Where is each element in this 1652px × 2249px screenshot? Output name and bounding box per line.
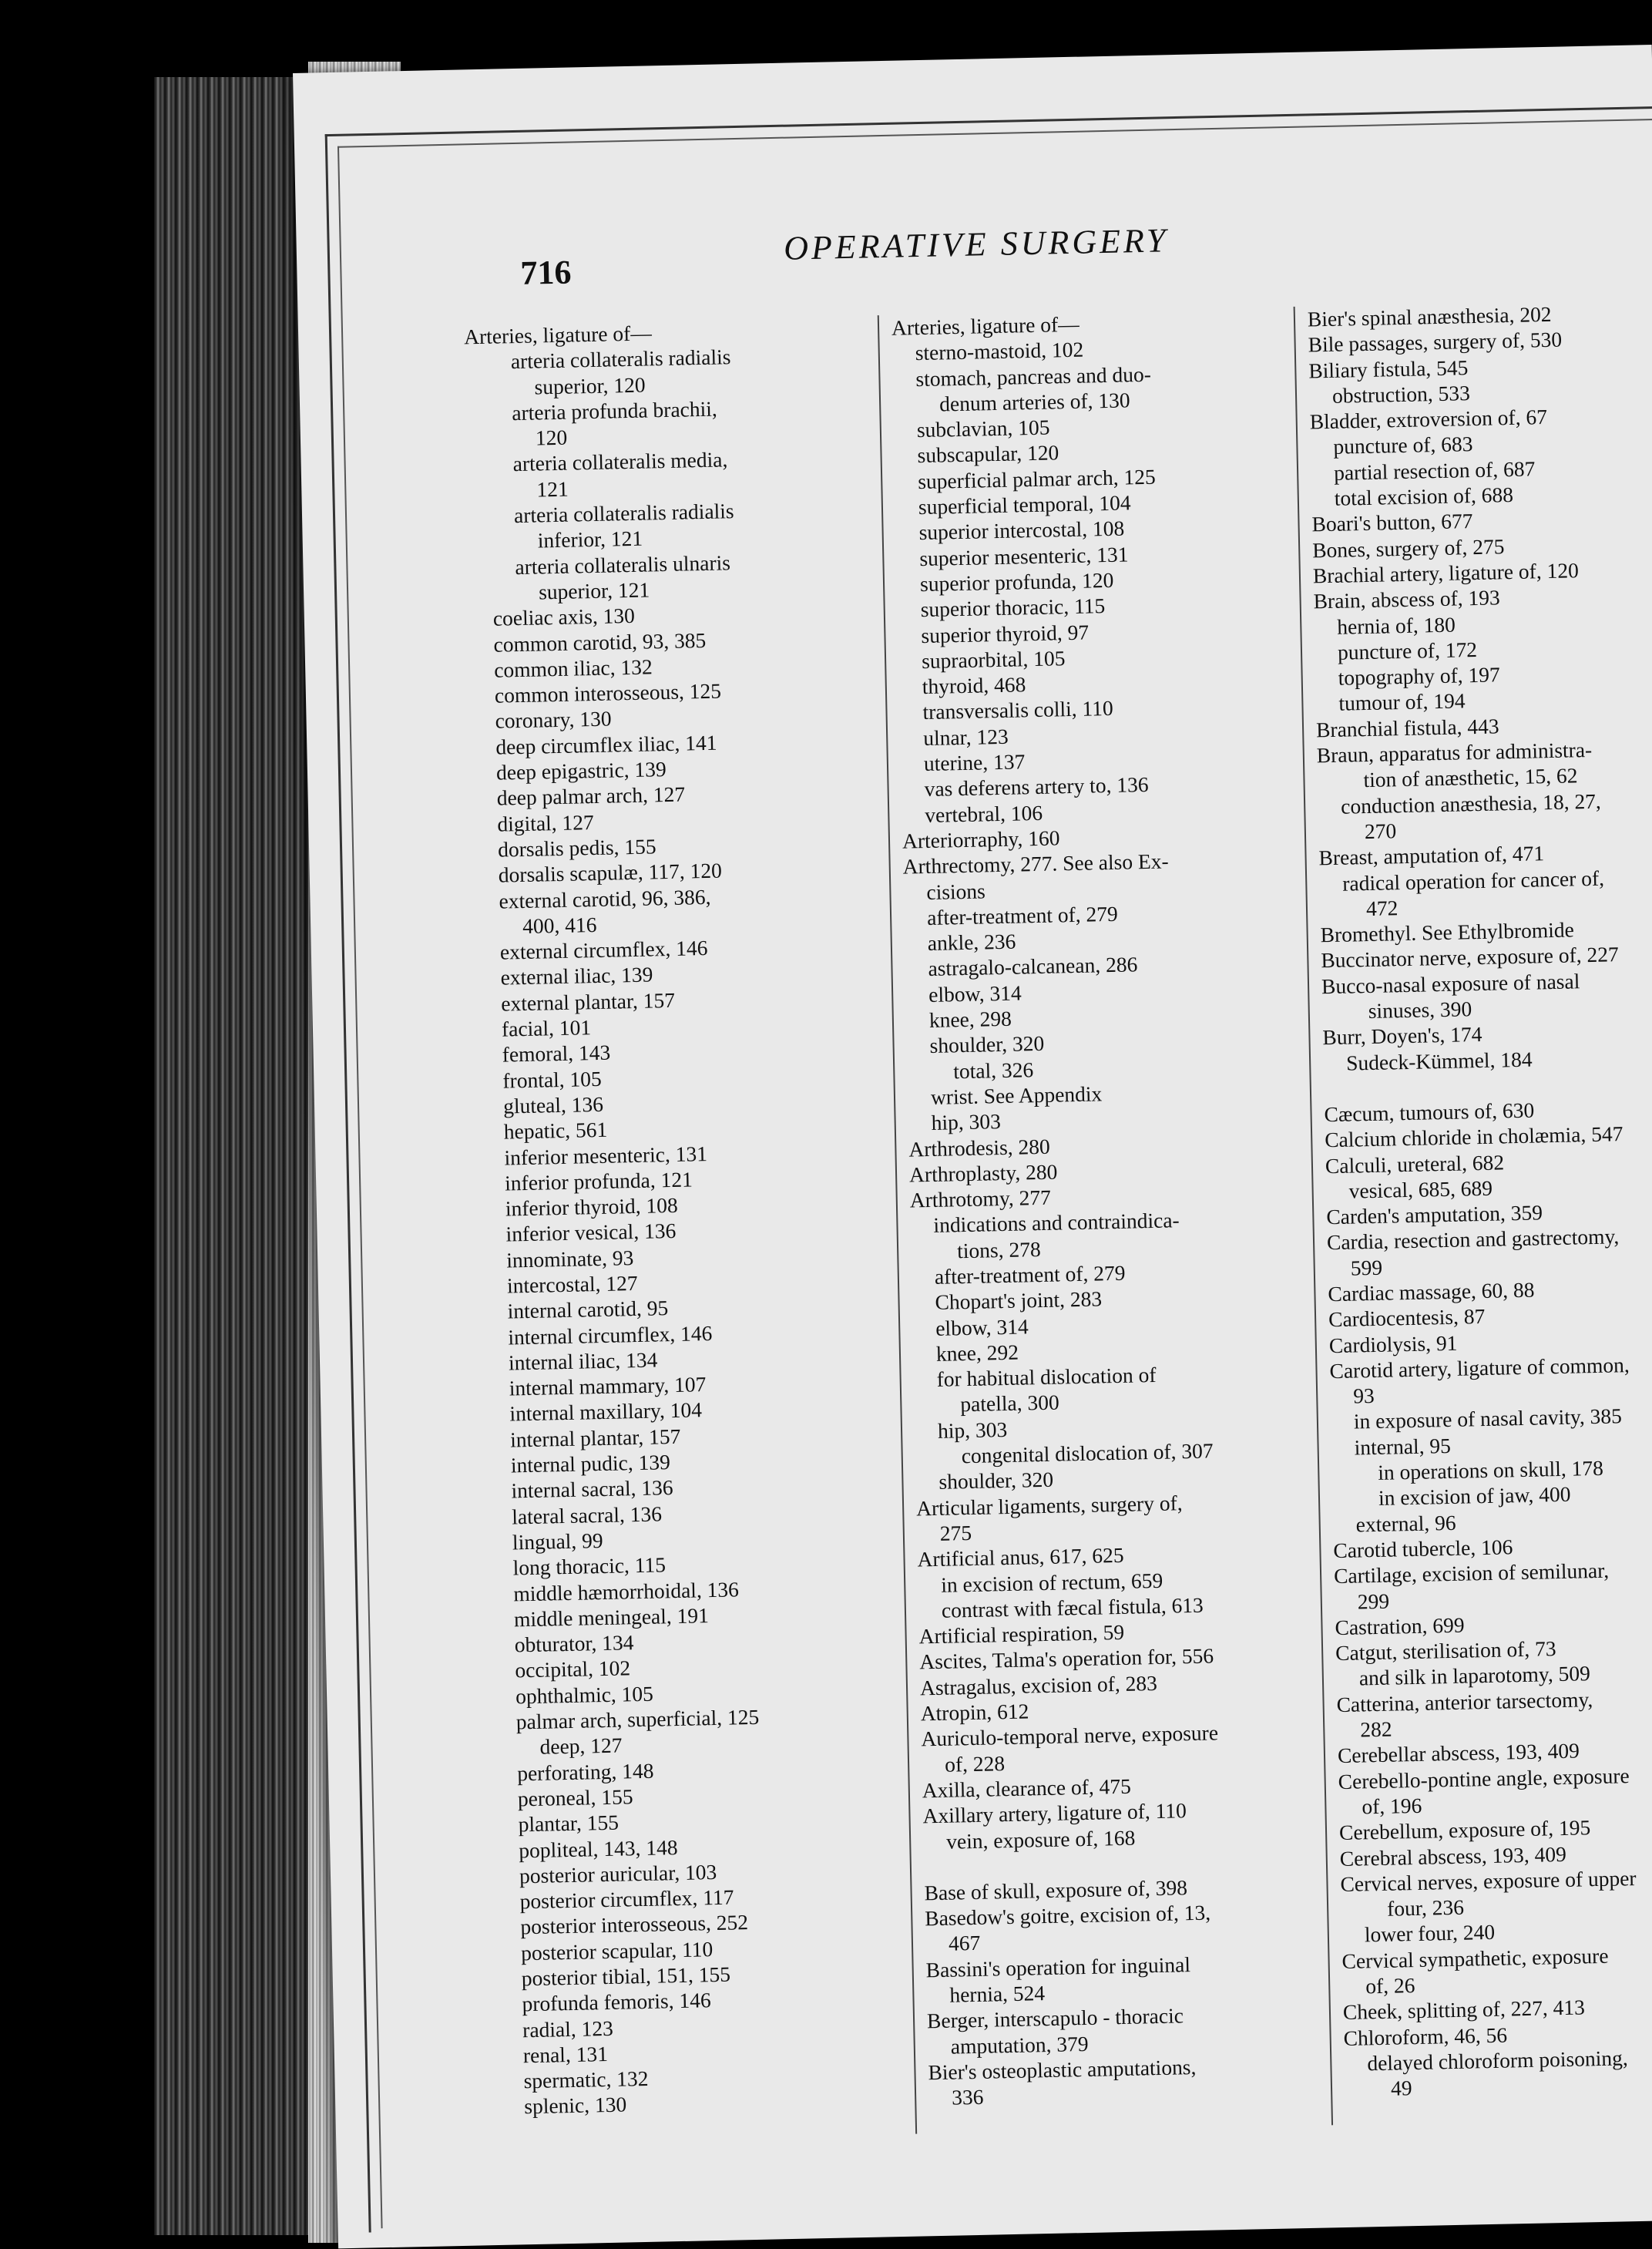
index-entry: superior, 120 <box>534 372 646 399</box>
index-entry: denum arteries of, 130 <box>938 388 1130 416</box>
index-entry: 49 <box>1390 2076 1412 2100</box>
index-entry: posterior interosseous, 252 <box>520 1910 749 1939</box>
index-entry: Cerebello-pontine angle, exposure <box>1338 1763 1630 1793</box>
index-entry: posterior tibial, 151, 155 <box>521 1962 731 1991</box>
index-entry: Bassini's operation for inguinal <box>925 1951 1191 1982</box>
index-entry: Boari's button, 677 <box>1311 509 1473 536</box>
index-entry: spermatic, 132 <box>523 2066 649 2093</box>
index-entry: middle meningeal, 191 <box>513 1602 710 1632</box>
index-entry: Artificial anus, 617, 625 <box>917 1543 1124 1572</box>
index-entry: stomach, pancreas and duo- <box>915 361 1152 391</box>
index-entry: total excision of, 688 <box>1334 482 1514 510</box>
index-entry: radical operation for cancer of, <box>1341 866 1605 896</box>
index-entry: congenital dislocation of, 307 <box>961 1438 1214 1468</box>
index-entry: 467 <box>948 1931 981 1956</box>
index-entry: transversalis colli, 110 <box>922 696 1114 724</box>
index-entry: Cerebellum, exposure of, 195 <box>1338 1815 1591 1845</box>
index-entry: coeliac axis, 130 <box>492 603 636 630</box>
index-entry: Bucco-nasal exposure of nasal <box>1321 969 1580 999</box>
index-entry: common interosseous, 125 <box>494 678 722 708</box>
running-title: OPERATIVE SURGERY <box>783 221 1169 267</box>
index-entry: common carotid, 93, 385 <box>493 627 707 657</box>
index-entry: Carden's amputation, 359 <box>1326 1200 1543 1229</box>
index-entry: external circumflex, 146 <box>499 936 708 964</box>
index-entry: Carotid artery, ligature of common, <box>1329 1352 1630 1383</box>
index-entry: cisions <box>926 878 986 904</box>
index-entry: Arthroplasty, 280 <box>908 1159 1058 1187</box>
index-entry: after-treatment of, 279 <box>934 1260 1126 1289</box>
index-entry: 93 <box>1352 1383 1375 1408</box>
index-entry: dorsalis pedis, 155 <box>497 834 656 862</box>
index-entry: Arthrotomy, 277 <box>909 1185 1052 1212</box>
index-entry: in excision of jaw, 400 <box>1378 1482 1571 1511</box>
index-entry: of, 196 <box>1362 1793 1422 1819</box>
index-entry: amputation, 379 <box>950 2031 1089 2059</box>
index-entry: superficial temporal, 104 <box>918 490 1131 519</box>
index-entry: Basedow's goitre, excision of, 13, <box>924 1900 1211 1931</box>
book-page <box>293 45 1652 2248</box>
index-entry: Bile passages, surgery of, 530 <box>1308 327 1563 357</box>
index-entry: vesical, 685, 689 <box>1348 1175 1493 1203</box>
index-entry: internal iliac, 134 <box>508 1347 658 1375</box>
index-entry: long thoracic, 115 <box>512 1552 667 1580</box>
index-entry: inferior profunda, 121 <box>504 1167 693 1195</box>
index-entry: total, 326 <box>952 1057 1034 1083</box>
index-entry: elbow, 314 <box>935 1313 1029 1340</box>
index-entry: Calculi, ureteral, 682 <box>1325 1149 1505 1178</box>
index-entry: Articular ligaments, surgery of, <box>915 1490 1183 1521</box>
index-entry: posterior scapular, 110 <box>520 1936 714 1965</box>
index-entry: Ascites, Talma's operation for, 556 <box>919 1643 1214 1674</box>
index-entry: Cæcum, tumours of, 630 <box>1324 1098 1535 1127</box>
index-column-3 <box>1308 298 1652 2103</box>
index-entry: common iliac, 132 <box>493 654 653 682</box>
index-entry: sinuses, 390 <box>1368 997 1472 1024</box>
index-entry: palmar arch, superficial, 125 <box>515 1704 760 1734</box>
index-entry: patella, 300 <box>960 1390 1059 1417</box>
index-entry: Cervical sympathetic, exposure <box>1341 1943 1609 1973</box>
index-entry: Auriculo-temporal nerve, exposure <box>921 1720 1219 1751</box>
index-entry: Brain, abscess of, 193 <box>1313 585 1501 614</box>
index-entry: Chopart's joint, 283 <box>935 1286 1103 1315</box>
index-entry: subscapular, 120 <box>917 440 1059 468</box>
index-entry: inferior mesenteric, 131 <box>504 1141 708 1170</box>
index-entry: gluteal, 136 <box>502 1091 604 1118</box>
index-entry: deep, 127 <box>539 1733 623 1760</box>
index-entry: posterior auricular, 103 <box>519 1859 717 1888</box>
index-entry: profunda femoris, 146 <box>522 1988 711 2016</box>
index-entry: arteria collateralis ulnaris <box>515 550 731 579</box>
index-entry: Braun, apparatus for administra- <box>1316 737 1593 768</box>
index-entry: popliteal, 143, 148 <box>519 1834 678 1862</box>
index-entry: Catterina, anterior tarsectomy, <box>1336 1686 1593 1716</box>
index-entry: puncture of, 683 <box>1333 432 1473 459</box>
index-entry: Cerebral abscess, 193, 409 <box>1339 1841 1567 1871</box>
index-entry: thyroid, 468 <box>922 672 1026 699</box>
index-entry: Astragalus, excision of, 283 <box>919 1670 1158 1700</box>
index-entry: Cardiac massage, 60, 88 <box>1328 1277 1535 1306</box>
index-entry: ankle, 236 <box>927 929 1016 956</box>
index-entry: Arthrectomy, 277. See also Ex- <box>902 849 1169 879</box>
index-entry: intercostal, 127 <box>506 1270 638 1298</box>
index-entry: lower four, 240 <box>1364 1920 1496 1947</box>
index-entry: perforating, 148 <box>516 1758 654 1786</box>
index-entry: Cheek, splitting of, 227, 413 <box>1342 1995 1586 2025</box>
index-entry: lateral sacral, 136 <box>511 1501 663 1529</box>
index-entry: Castration, 699 <box>1335 1612 1465 1639</box>
index-entry: puncture of, 172 <box>1337 637 1478 664</box>
index-entry: Bladder, extroversion of, 67 <box>1309 405 1548 434</box>
index-entry: for habitual dislocation of <box>936 1363 1157 1392</box>
index-entry: renal, 131 <box>522 2041 609 2068</box>
index-entry: hip, 303 <box>937 1417 1008 1443</box>
index-entry: Burr, Doyen's, 174 <box>1322 1022 1482 1050</box>
index-entry: ophthalmic, 105 <box>515 1681 654 1709</box>
index-entry: 299 <box>1357 1588 1390 1614</box>
index-entry: Brachial artery, ligature of, 120 <box>1312 558 1580 588</box>
index-entry: Catgut, sterilisation of, 73 <box>1335 1636 1556 1666</box>
index-entry: peroneal, 155 <box>517 1784 633 1811</box>
index-entry: deep palmar arch, 127 <box>496 782 686 811</box>
index-entry: tumour of, 194 <box>1338 688 1466 716</box>
index-entry: Bromethyl. See Ethylbromide <box>1320 917 1575 947</box>
index-entry: internal mammary, 107 <box>509 1372 707 1400</box>
index-entry: Biliary fistula, 545 <box>1308 355 1469 383</box>
index-entry: indications and contraindica- <box>933 1208 1180 1238</box>
index-entry: inferior vesical, 136 <box>505 1219 677 1246</box>
index-entry: Cardiolysis, 91 <box>1328 1330 1458 1357</box>
index-entry: arteria collateralis media, <box>512 447 728 476</box>
index-entry: external carotid, 96, 386, <box>499 884 711 913</box>
index-entry: 400, 416 <box>522 912 597 938</box>
index-entry: arteria collateralis radialis <box>510 345 731 374</box>
index-entry: after-treatment of, 279 <box>926 901 1118 930</box>
index-entry: topography of, 197 <box>1338 662 1501 690</box>
index-entry: Arteries, ligature of— <box>463 321 653 349</box>
index-entry: Bier's spinal anæsthesia, 202 <box>1307 301 1552 331</box>
index-entry: internal, 95 <box>1354 1433 1452 1460</box>
index-entry: vein, exposure of, 168 <box>945 1825 1136 1854</box>
index-entry: 336 <box>951 2084 984 2109</box>
index-entry: arteria collateralis radialis <box>513 499 734 528</box>
index-entry: 270 <box>1364 819 1397 844</box>
index-entry: subclavian, 105 <box>916 415 1050 442</box>
index-entry: Arthrodesis, 280 <box>908 1134 1051 1161</box>
index-entry: obturator, 134 <box>514 1630 634 1657</box>
index-column-2 <box>891 307 1318 2111</box>
index-entry: external, 96 <box>1355 1510 1456 1537</box>
index-entry: posterior circumflex, 117 <box>519 1884 734 1914</box>
index-entry: external iliac, 139 <box>500 962 653 990</box>
index-entry: Carotid tubercle, 106 <box>1333 1535 1513 1563</box>
index-entry: middle hæmorrhoidal, 136 <box>513 1576 740 1605</box>
index-entry: 599 <box>1350 1255 1383 1280</box>
index-entry: Berger, interscapulo - thoracic <box>926 2003 1184 2033</box>
index-entry: inferior, 121 <box>537 526 643 553</box>
index-entry: Cervical nerves, exposure of upper <box>1340 1865 1637 1896</box>
index-entry: superior mesenteric, 131 <box>919 542 1129 570</box>
index-entry: uterine, 137 <box>923 749 1026 776</box>
index-entry: superior thyroid, 97 <box>921 620 1090 647</box>
index-entry: deep epigastric, 139 <box>495 757 667 785</box>
index-entry: frontal, 105 <box>502 1066 603 1093</box>
index-entry: supraorbital, 105 <box>921 646 1066 673</box>
index-entry: facial, 101 <box>501 1015 592 1041</box>
index-entry: of, 228 <box>944 1750 1006 1777</box>
index-entry: femoral, 143 <box>502 1040 611 1067</box>
index-entry: vas deferens artery to, 136 <box>924 772 1149 802</box>
index-entry: radial, 123 <box>522 2015 614 2042</box>
index-entry: inferior thyroid, 108 <box>505 1192 678 1221</box>
index-entry: Axillary artery, ligature of, 110 <box>922 1798 1187 1828</box>
index-entry: astragalo-calcanean, 286 <box>928 952 1138 981</box>
index-entry: superior thoracic, 115 <box>920 593 1106 622</box>
index-entry: internal carotid, 95 <box>507 1296 669 1323</box>
index-entry: deep circumflex iliac, 141 <box>495 730 717 759</box>
index-entry: partial resection of, 687 <box>1333 456 1536 485</box>
index-entry: vertebral, 106 <box>925 800 1043 827</box>
index-entry: 275 <box>939 1520 972 1545</box>
index-entry: occipital, 102 <box>515 1656 631 1683</box>
index-entry: superficial palmar arch, 125 <box>917 464 1157 493</box>
index-entry: 121 <box>536 476 569 502</box>
index-entry: plantar, 155 <box>518 1810 620 1837</box>
index-entry: hepatic, 561 <box>503 1117 608 1144</box>
index-entry: delayed chloroform poisoning, <box>1367 2046 1628 2076</box>
index-entry: lingual, 99 <box>512 1528 603 1555</box>
index-entry: internal pudic, 139 <box>510 1450 671 1477</box>
index-entry: Cartilage, excision of semilunar, <box>1333 1558 1610 1588</box>
index-entry: of, 26 <box>1365 1973 1415 1999</box>
index-entry: Chloroform, 46, 56 <box>1343 2022 1508 2050</box>
index-entry: in excision of rectum, 659 <box>940 1568 1163 1597</box>
index-entry: obstruction, 533 <box>1331 380 1471 408</box>
index-entry: Bier's osteoplastic amputations, <box>928 2054 1197 2085</box>
index-entry: Sudeck-Kümmel, 184 <box>1345 1047 1533 1075</box>
index-entry: hernia, 524 <box>949 1981 1046 2007</box>
index-column-1 <box>464 316 902 2120</box>
index-entry: elbow, 314 <box>928 980 1022 1007</box>
index-entry: external plantar, 157 <box>501 987 676 1016</box>
index-entry: 282 <box>1359 1716 1392 1742</box>
index-entry: dorsalis scapulæ, 117, 120 <box>498 858 723 887</box>
index-entry: arteria profunda brachii, <box>511 396 718 425</box>
index-entry: in operations on skull, 178 <box>1378 1455 1604 1484</box>
page-number: 716 <box>519 253 572 292</box>
index-entry: Base of skull, exposure of, 398 <box>924 1875 1188 1905</box>
index-entry: internal circumflex, 146 <box>508 1320 713 1350</box>
index-entry: 472 <box>1365 896 1398 920</box>
index-entry: four, 236 <box>1386 1894 1465 1921</box>
index-entry: superior profunda, 120 <box>919 567 1114 597</box>
index-entry: conduction anæsthesia, 18, 27, <box>1340 788 1602 819</box>
index-entry: tions, 278 <box>956 1236 1041 1262</box>
index-entry: Arteriorraphy, 160 <box>902 825 1060 853</box>
index-entry: sterno-mastoid, 102 <box>915 337 1084 365</box>
index-entry: internal maxillary, 104 <box>509 1397 703 1426</box>
page-stack-edge <box>154 77 324 2235</box>
index-entry: splenic, 130 <box>523 2092 627 2119</box>
index-entry: Atropin, 612 <box>920 1699 1029 1726</box>
index-entry: Bones, surgery of, 275 <box>1311 533 1505 563</box>
index-entry: in exposure of nasal cavity, 385 <box>1353 1404 1623 1434</box>
index-entry: and silk in laparotomy, 509 <box>1358 1661 1591 1690</box>
index-entry: shoulder, 320 <box>938 1467 1054 1494</box>
index-entry: 120 <box>535 425 568 450</box>
index-entry: wrist. See Appendix <box>930 1081 1103 1109</box>
index-entry: internal sacral, 136 <box>511 1475 673 1503</box>
index-entry: ulnar, 123 <box>922 724 1009 750</box>
index-entry: knee, 298 <box>928 1006 1012 1032</box>
index-entry: Cardiocentesis, 87 <box>1328 1304 1486 1332</box>
index-entry: Artificial respiration, 59 <box>918 1619 1125 1649</box>
index-entry: Breast, amputation of, 471 <box>1318 841 1545 870</box>
index-entry: hip, 303 <box>931 1109 1002 1135</box>
index-entry: Calcium chloride in cholæmia, 547 <box>1324 1121 1623 1152</box>
index-entry: knee, 292 <box>935 1340 1019 1366</box>
index-entry: Branchial fistula, 443 <box>1315 714 1499 742</box>
index-entry: hernia of, 180 <box>1337 612 1456 639</box>
index-entry: digital, 127 <box>497 809 595 836</box>
index-entry: Buccinator nerve, exposure of, 227 <box>1321 942 1620 973</box>
index-entry: superior, 121 <box>538 577 650 604</box>
index-entry: contrast with fæcal fistula, 613 <box>941 1592 1204 1622</box>
index-entry: superior intercostal, 108 <box>918 516 1125 545</box>
index-entry: Arteries, ligature of— <box>891 311 1080 340</box>
index-entry: Cardia, resection and gastrectomy, <box>1326 1224 1620 1255</box>
index-entry: shoulder, 320 <box>929 1031 1045 1058</box>
index-entry: internal plantar, 157 <box>509 1424 681 1452</box>
index-entry: coronary, 130 <box>495 706 612 734</box>
index-entry: Cerebellar abscess, 193, 409 <box>1337 1738 1580 1768</box>
index-entry: Axilla, clearance of, 475 <box>922 1773 1132 1803</box>
index-entry: tion of anæsthetic, 15, 62 <box>1363 763 1578 792</box>
index-entry: innominate, 93 <box>505 1245 634 1272</box>
